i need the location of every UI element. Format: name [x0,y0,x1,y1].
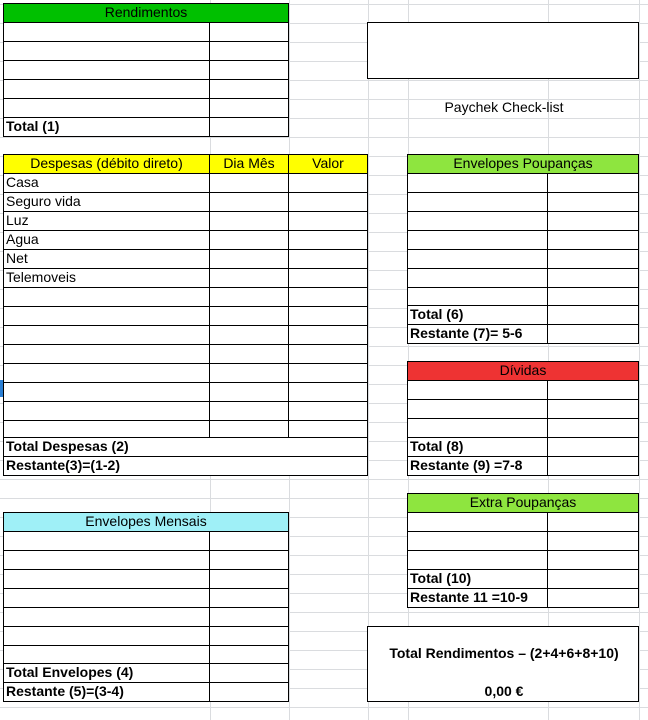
envelopes-mensais-cell[interactable] [3,531,210,551]
despesa-valor-cell[interactable] [288,268,368,288]
envelopes-mensais-value-cell[interactable] [209,588,289,608]
despesa-valor-cell[interactable] [288,401,368,421]
dividas-total-value[interactable] [547,437,639,457]
despesa-item-cell[interactable] [3,325,210,345]
envelopes-poupancas-value-cell[interactable] [547,192,639,212]
despesa-valor-cell[interactable] [288,306,368,326]
despesa-item-label[interactable]: Agua [3,230,210,250]
despesa-dia-cell[interactable] [209,287,289,307]
despesa-valor-cell[interactable] [288,382,368,402]
envelopes-mensais-total-value[interactable] [209,663,289,683]
dividas-value-cell[interactable] [547,380,639,400]
despesa-item-cell[interactable] [3,344,210,364]
despesa-item-cell[interactable] [3,363,210,383]
envelopes-mensais-cell[interactable] [3,626,210,646]
despesa-dia-cell[interactable] [209,192,289,212]
despesa-valor-cell[interactable] [288,325,368,345]
rendimentos-cell[interactable] [3,98,210,118]
despesa-dia-cell[interactable] [209,230,289,250]
despesa-valor-cell[interactable] [288,249,368,269]
extra-poupancas-value-cell[interactable] [547,550,639,570]
despesa-dia-cell[interactable] [209,173,289,193]
extra-poupancas-restante-label[interactable]: Restante 11 =10-9 [407,588,548,608]
envelopes-poupancas-cell[interactable] [407,173,548,193]
gridline [0,707,648,708]
despesas-col-dia[interactable]: Dia Mês [209,154,289,174]
dividas-cell[interactable] [407,418,548,438]
rendimentos-total-label[interactable]: Total (1) [3,117,210,137]
rendimentos-value-cell[interactable] [209,60,289,80]
despesa-item-cell[interactable] [3,401,210,421]
envelopes-mensais-cell[interactable] [3,569,210,589]
despesa-valor-cell[interactable] [288,192,368,212]
dividas-cell[interactable] [407,399,548,419]
rendimentos-cell[interactable] [3,41,210,61]
envelopes-mensais-header[interactable]: Envelopes Mensais [3,512,289,532]
rendimentos-value-cell[interactable] [209,41,289,61]
despesa-valor-cell[interactable] [288,230,368,250]
despesa-dia-cell[interactable] [209,325,289,345]
rendimentos-value-cell[interactable] [209,79,289,99]
dividas-value-cell[interactable] [547,399,639,419]
envelopes-mensais-value-cell[interactable] [209,645,289,665]
dividas-cell[interactable] [407,380,548,400]
despesa-item-cell[interactable] [3,306,210,326]
dividas-restante-value[interactable] [547,456,639,476]
despesa-dia-cell[interactable] [209,306,289,326]
rendimentos-value-cell[interactable] [209,22,289,42]
dividas-total-label[interactable]: Total (8) [407,437,548,457]
envelopes-mensais-value-cell[interactable] [209,531,289,551]
envelopes-mensais-value-cell[interactable] [209,569,289,589]
envelopes-mensais-cell[interactable] [3,645,210,665]
envelopes-mensais-restante-label[interactable]: Restante (5)=(3-4) [3,682,210,702]
despesa-valor-cell[interactable] [288,287,368,307]
despesa-item-label[interactable]: Luz [3,211,210,231]
extra-poupancas-restante-value[interactable] [547,588,639,608]
rendimentos-cell[interactable] [3,79,210,99]
despesa-valor-cell[interactable] [288,344,368,364]
despesa-item-cell[interactable] [3,382,210,402]
despesa-item-label[interactable]: Casa [3,173,210,193]
envelopes-poupancas-cell[interactable] [407,211,548,231]
extra-poupancas-value-cell[interactable] [547,531,639,551]
checklist-box[interactable] [367,22,639,79]
extra-poupancas-header[interactable]: Extra Poupanças [407,493,639,513]
despesa-dia-cell[interactable] [209,382,289,402]
summary-value[interactable]: 0,00 € [484,683,524,699]
despesa-dia-cell[interactable] [209,344,289,364]
envelopes-poupancas-value-cell[interactable] [547,173,639,193]
despesa-item-label[interactable]: Net [3,249,210,269]
extra-poupancas-cell[interactable] [407,512,548,532]
rendimentos-cell[interactable] [3,22,210,42]
dividas-header[interactable]: Dívidas [407,361,639,381]
envelopes-mensais-value-cell[interactable] [209,550,289,570]
rendimentos-cell[interactable] [3,60,210,80]
envelopes-poupancas-cell[interactable] [407,268,548,288]
extra-poupancas-cell[interactable] [407,531,548,551]
despesa-item-cell[interactable] [3,287,210,307]
despesa-valor-cell[interactable] [288,363,368,383]
envelopes-mensais-value-cell[interactable] [209,626,289,646]
despesas-restante[interactable]: Restante(3)=(1-2) [3,456,368,476]
envelopes-poupancas-header[interactable]: Envelopes Poupanças [407,154,639,174]
envelopes-poupancas-cell[interactable] [407,192,548,212]
envelopes-poupancas-cell[interactable] [407,287,548,307]
summary-label: Total Rendimentos – (2+4+6+8+10) [389,645,619,661]
checklist-title: Paychek Check-list [444,99,564,115]
envelopes-poupancas-cell[interactable] [407,249,548,269]
despesas-total[interactable]: Total Despesas (2) [3,437,368,457]
envelopes-poupancas-total-label[interactable]: Total (6) [407,305,548,325]
despesa-dia-cell[interactable] [209,268,289,288]
despesa-dia-cell[interactable] [209,211,289,231]
envelopes-mensais-total-label[interactable]: Total Envelopes (4) [3,663,210,683]
despesa-dia-cell[interactable] [209,363,289,383]
envelopes-poupancas-value-cell[interactable] [547,249,639,269]
despesa-dia-cell[interactable] [209,249,289,269]
extra-poupancas-cell[interactable] [407,550,548,570]
despesas-col-valor[interactable]: Valor [288,154,368,174]
despesa-valor-cell[interactable] [288,211,368,231]
envelopes-mensais-cell[interactable] [3,550,210,570]
envelopes-poupancas-value-cell[interactable] [547,287,639,307]
envelopes-poupancas-total-value[interactable] [547,305,639,325]
envelopes-poupancas-restante-value[interactable] [547,324,639,344]
rendimentos-header[interactable]: Rendimentos [3,3,289,23]
rendimentos-value-cell[interactable] [209,98,289,118]
despesa-item-label[interactable]: Telemoveis [3,268,210,288]
envelopes-mensais-cell[interactable] [3,588,210,608]
envelopes-poupancas-value-cell[interactable] [547,211,639,231]
dividas-restante-label[interactable]: Restante (9) =7-8 [407,456,548,476]
extra-poupancas-total-label[interactable]: Total (10) [407,569,548,589]
rendimentos-total-value[interactable] [209,117,289,137]
despesa-dia-cell[interactable] [209,401,289,421]
extra-poupancas-total-value[interactable] [547,569,639,589]
gridline [0,137,648,138]
despesas-header[interactable]: Despesas (débito direto) [3,154,210,174]
despesa-valor-cell[interactable] [288,173,368,193]
despesa-item-label[interactable]: Seguro vida [3,192,210,212]
envelopes-poupancas-value-cell[interactable] [547,268,639,288]
gridline [0,479,648,480]
envelopes-poupancas-cell[interactable] [407,230,548,250]
envelopes-poupancas-value-cell[interactable] [547,230,639,250]
envelopes-mensais-cell[interactable] [3,607,210,627]
envelopes-mensais-restante-value[interactable] [209,682,289,702]
envelopes-poupancas-restante-label[interactable]: Restante (7)= 5-6 [407,324,548,344]
dividas-value-cell[interactable] [547,418,639,438]
envelopes-mensais-value-cell[interactable] [209,607,289,627]
extra-poupancas-value-cell[interactable] [547,512,639,532]
